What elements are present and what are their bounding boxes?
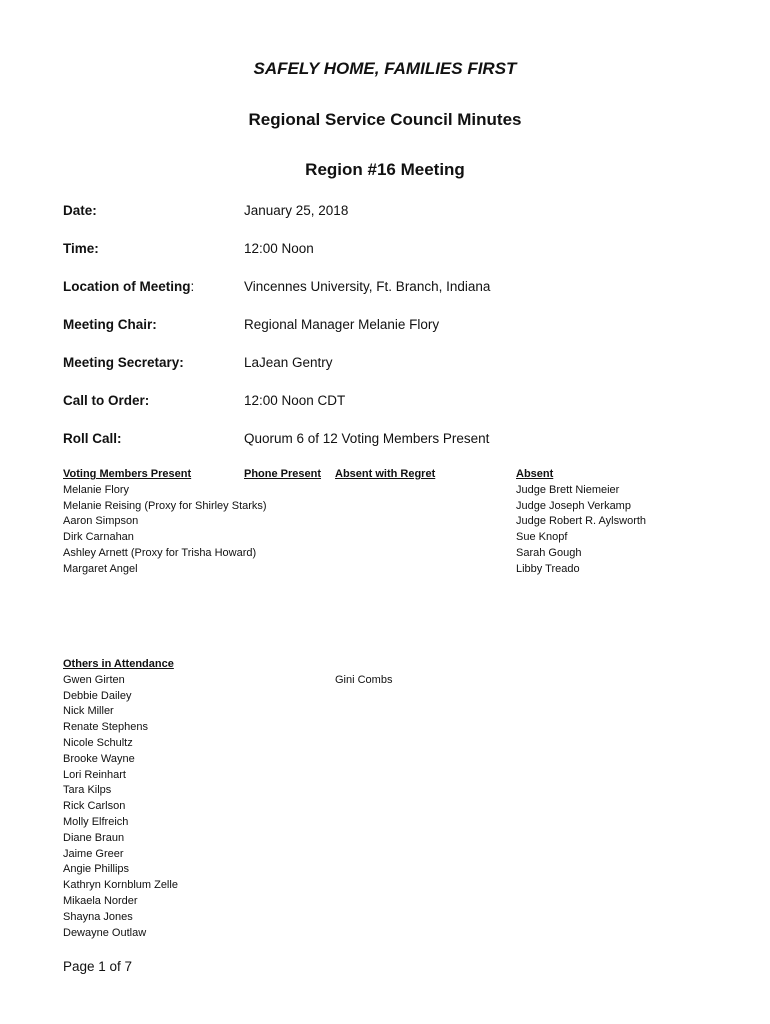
list-item: Dirk Carnahan <box>63 531 134 544</box>
date-value: January 25, 2018 <box>244 203 349 218</box>
list-item: Molly Elfreich <box>63 815 129 828</box>
chair-row <box>63 317 723 337</box>
absent-header: Absent <box>516 468 554 480</box>
list-item: Melanie Reising (Proxy for Shirley Starks) <box>63 499 267 512</box>
list-item: Brooke Wayne <box>63 752 135 765</box>
list-item: Jaime Greer <box>63 847 124 860</box>
call-to-order-value: 12:00 Noon CDT <box>244 393 346 408</box>
phone-present-header: Phone Present <box>244 468 322 480</box>
secretary-label: Meeting Secretary: <box>63 355 184 370</box>
list-item: Gini Combs <box>335 673 393 686</box>
list-item: Gwen Girten <box>63 673 125 686</box>
page-number: Page 1 of 7 <box>63 959 133 974</box>
list-item: Nick Miller <box>63 705 114 718</box>
list-item: Kathryn Kornblum Zelle <box>63 879 178 892</box>
roll-call-row <box>63 431 723 451</box>
location-label-colon: : <box>190 279 195 294</box>
list-item: Judge Robert R. Aylsworth <box>516 515 647 528</box>
phone-present-column <box>244 467 321 483</box>
list-item: Renate Stephens <box>63 721 149 734</box>
secretary-value: LaJean Gentry <box>244 355 333 370</box>
roll-call-label: Roll Call: <box>63 431 122 446</box>
list-item: Diane Braun <box>63 831 125 844</box>
location-row <box>63 279 723 299</box>
list-item: Lori Reinhart <box>63 768 126 781</box>
list-item: Tara Kilps <box>63 784 112 797</box>
list-item: Rick Carlson <box>63 800 126 813</box>
others-in-attendance-column <box>63 657 178 941</box>
absent-with-regret-header: Absent with Regret <box>335 468 436 480</box>
list-item: Sue Knopf <box>516 531 568 544</box>
absent-column <box>516 467 646 578</box>
location-label <box>63 279 194 294</box>
document-subtitle: Regional Service Council Minutes <box>248 110 522 129</box>
time-row <box>63 241 723 261</box>
secretary-row <box>63 355 723 375</box>
time-value: 12:00 Noon <box>244 241 314 256</box>
list-item: Nicole Schultz <box>63 736 133 749</box>
list-item: Angie Phillips <box>63 863 130 876</box>
location-value: Vincennes University, Ft. Branch, Indiana <box>244 279 491 294</box>
voting-members-column <box>63 467 267 578</box>
list-item: Judge Brett Niemeier <box>516 483 620 496</box>
others-phone-column <box>335 673 392 689</box>
list-item: Aaron Simpson <box>63 515 139 528</box>
document-title: SAFELY HOME, FAMILIES FIRST <box>253 59 517 78</box>
time-label: Time: <box>63 241 99 256</box>
list-item: Libby Treado <box>516 562 580 575</box>
voting-members-header: Voting Members Present <box>63 468 192 480</box>
meeting-heading: Region #16 Meeting <box>305 160 465 179</box>
list-item: Judge Joseph Verkamp <box>516 499 631 512</box>
list-item: Shayna Jones <box>63 910 133 923</box>
date-label: Date: <box>63 203 97 218</box>
chair-label: Meeting Chair: <box>63 317 157 332</box>
list-item: Mikaela Norder <box>63 894 138 907</box>
list-item: Dewayne Outlaw <box>63 926 147 939</box>
date-row <box>63 203 723 223</box>
list-item: Margaret Angel <box>63 562 138 575</box>
list-item: Melanie Flory <box>63 483 130 496</box>
roll-call-value: Quorum 6 of 12 Voting Members Present <box>244 431 490 446</box>
location-label-text: Location of Meeting <box>63 279 191 294</box>
list-item: Sarah Gough <box>516 546 582 559</box>
others-in-attendance-header: Others in Attendance <box>63 658 174 670</box>
list-item: Ashley Arnett (Proxy for Trisha Howard) <box>63 546 257 559</box>
list-item: Debbie Dailey <box>63 689 132 702</box>
call-to-order-row <box>63 393 723 413</box>
chair-value: Regional Manager Melanie Flory <box>244 317 440 332</box>
absent-with-regret-column <box>335 467 435 483</box>
call-to-order-label: Call to Order: <box>63 393 150 408</box>
